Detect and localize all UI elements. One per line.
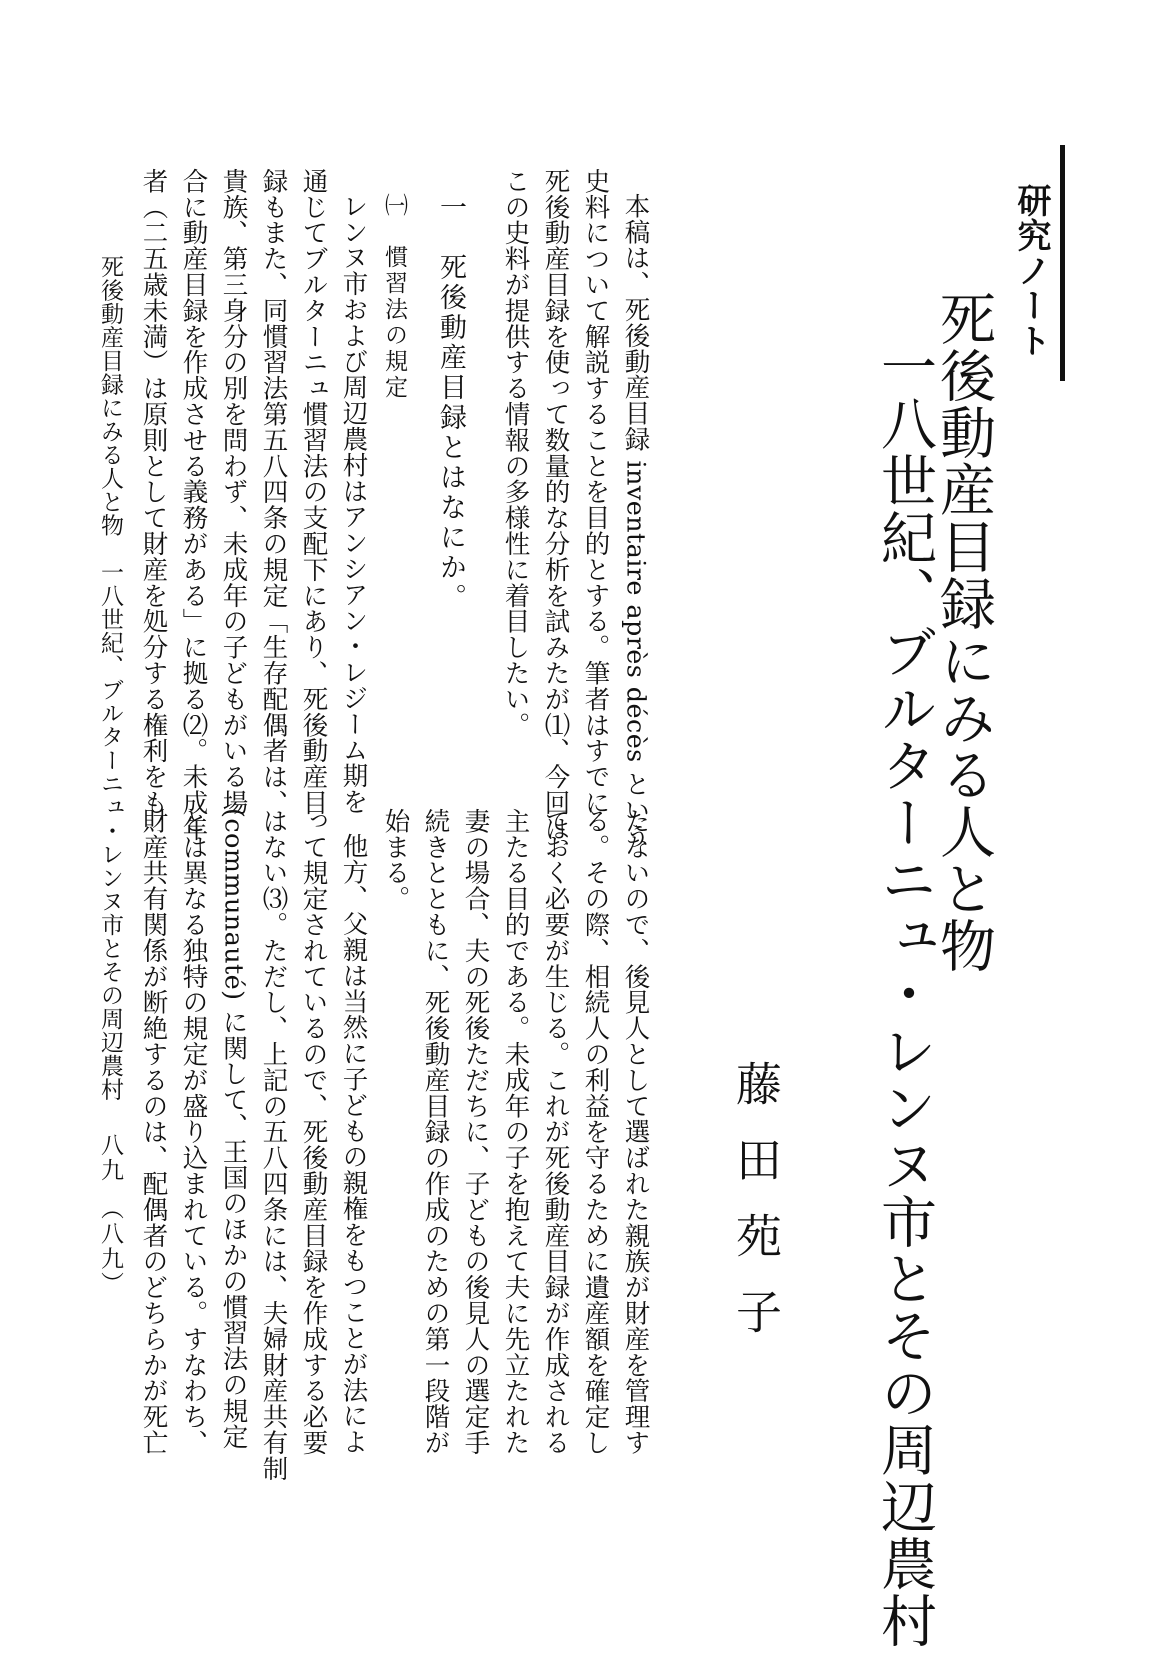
body-line: 史料について解説することを目的とする。筆者はすでに [580,168,611,816]
body-line: ておく必要が生じる。これが死後動産目録が作成される [540,808,571,1456]
running-title: 死後動産目録にみる人と物 一八世紀、ブルターニュ・レンヌ市とその周辺農村 [97,255,123,1101]
body-line: とは異なる独特の規定が盛り込まれている。すなわち、 [178,808,209,1456]
body-line: 他方、父親は当然に子どもの親権をもつことが法によ [338,833,369,1455]
author-name: 藤田苑子 [729,1060,783,1364]
body-line: 始まる。 [380,808,411,912]
body-line: たないので、後見人として選ばれた親族が財産を管理す [620,808,651,1456]
body-line: 妻の場合、夫の死後ただちに、子どもの後見人の選定手 [460,808,491,1456]
section-label-text: 研究ノート [1011,183,1051,358]
body-line: 貴族、第三身分の別を問わず、未成年の子どもがいる場 [218,168,249,816]
section-label [1005,145,1065,381]
body-line: この史料が提供する情報の多様性に着目したい。 [500,168,531,738]
body-line: (communauté) に関して、王国のほかの慣習法の規定 [218,808,249,1450]
heading-2: ㈠ 慣習法の規定 [381,193,407,401]
body-line: る。その際、相続人の利益を守るために遺産額を確定し [580,808,611,1456]
heading-1: 一 死後動産目録とはなにか。 [435,193,466,613]
article-subtitle: 一八世紀、ブルターニュ・レンヌ市とその周辺農村 [872,338,937,1649]
body-line: 録もまた、同慣習法第五八四条の規定「生存配偶者は、 [258,168,289,816]
body-line: 死後動産目録を使って数量的な分析を試みたが⑴、今回は [540,168,571,842]
body-line: 本稿は、死後動産目録 inventaire après décès という [620,193,651,849]
body-line: 者（二五歳未満）は原則として財産を処分する権利をも [138,168,169,816]
article-title: 死後動産目録にみる人と物 [931,290,996,974]
body-line: 合に動産目録を作成させる義務がある」に拠る⑵。未成年 [178,168,209,842]
page-number: 八九 （八九） [97,1133,123,1297]
body-line: って規定されているので、死後動産目録を作成する必要 [298,808,329,1456]
body-line: 財産共有関係が断絶するのは、配偶者のどちらかが死亡 [138,808,169,1456]
body-line: 通じてブルターニュ慣習法の支配下にあり、死後動産目 [298,168,329,816]
body-line: レンヌ市および周辺農村はアンシアン・レジーム期を [338,193,369,815]
body-line: 続きとともに、死後動産目録の作成のための第一段階が [420,808,451,1456]
body-line: はない⑶。ただし、上記の五八四条には、夫婦財産共有制 [258,808,289,1482]
body-line: 主たる目的である。未成年の子を抱えて夫に先立たれた [500,808,531,1456]
